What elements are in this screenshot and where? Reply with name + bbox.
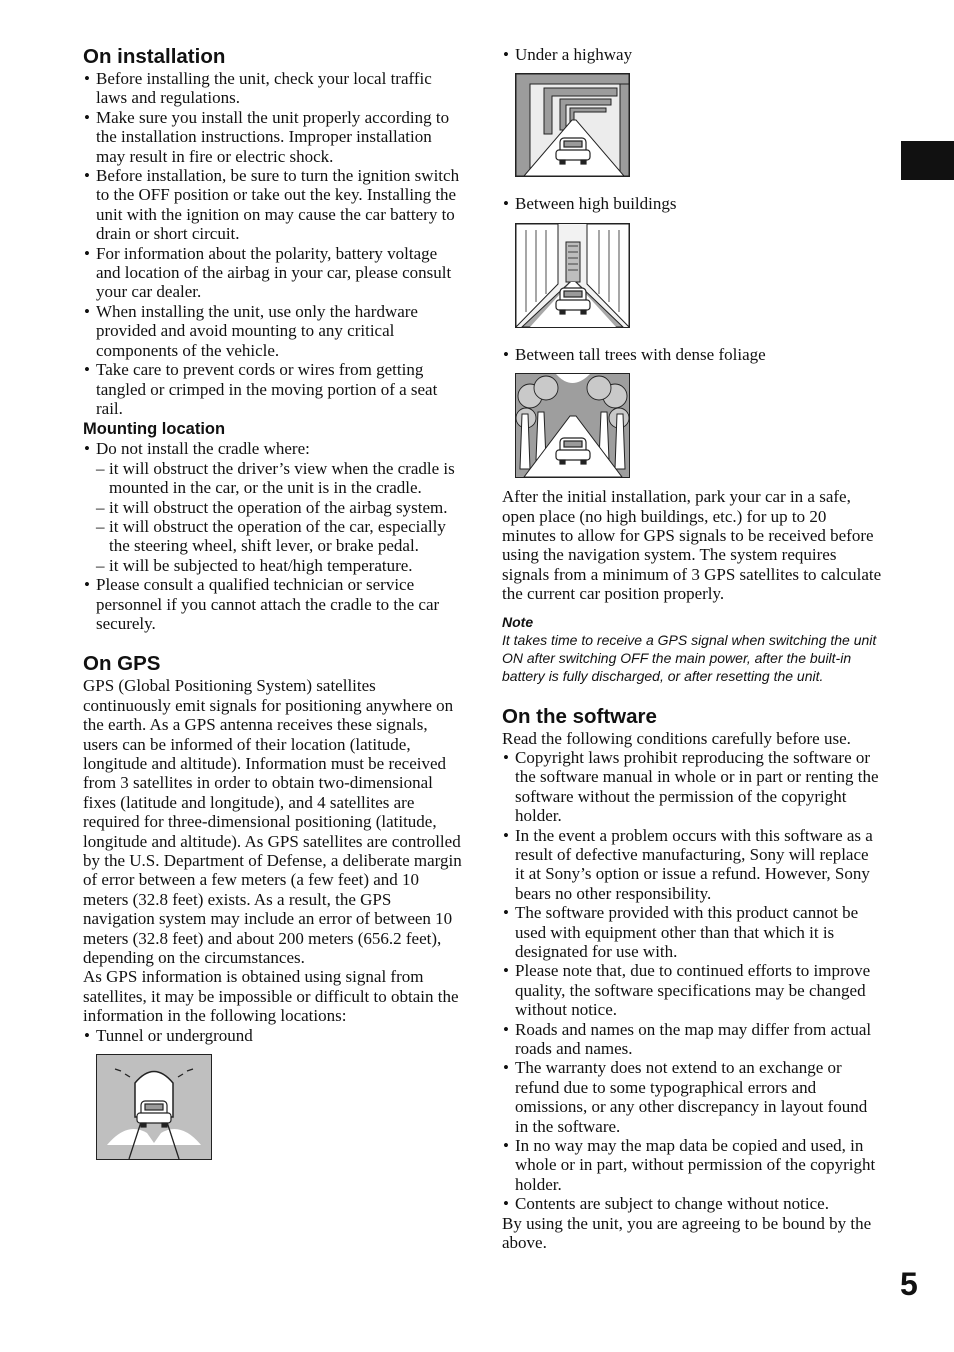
installation-list bbox=[83, 69, 463, 418]
list-item: • Contents are subject to change without notice. bbox=[502, 1194, 882, 1213]
software-intro: Read the following conditions carefully before use. bbox=[502, 728, 851, 748]
list-item: • Before installing the unit, check your local traffic laws and regulations. bbox=[83, 69, 463, 108]
location-list bbox=[83, 1026, 463, 1045]
after-install-paragraph: After the initial installation, park your car in a safe, open place (no high buildings, etc.) for up to 20 minutes to allow for GPS signals to be received before using the navigation system. The system requires signals from a minimum of 3 GPS satellites to calculate the current car position properly. bbox=[502, 487, 882, 604]
gps-paragraph: GPS (Global Positioning System) satellites continuously emit signals for positioning anywhere on the earth. As a GPS antenna receives these signals, users can be informed of their location (latitude, longitude and altitude). Information must be received from 3 satellites in order to obtain two-dimensional fixes (latitude and longitude), and 4 satellites are required for three-dimensional positioning (latitude, longitude and altitude). As GPS satellites are controlled by the U.S. Department of Defense, a deliberate margin of error between a few meters (a few feet) and 10 meters (32.8 feet) exists. As a result, the GPS navigation system may include an error of between 10 meters (32.8 feet) and about 200 meters (656.2 feet), depending on the circumstances. bbox=[83, 676, 462, 968]
note-text: It takes time to receive a GPS signal when switching the unit ON after switching OFF the main power, after the built-in battery is fully discharged, or after resetting the unit. bbox=[502, 631, 877, 685]
installation-heading: On installation bbox=[83, 45, 226, 68]
list-item: – it will be subjected to heat/high temperature. bbox=[83, 556, 463, 575]
gps-paragraph-2: As GPS information is obtained using signal from satellites, it may be impossible or difficult to obtain the information in the following locations: bbox=[83, 967, 459, 1026]
location-list-right-2 bbox=[502, 194, 882, 213]
page-number: 5 bbox=[900, 1266, 918, 1302]
software-closing: By using the unit, you are agreeing to be bound by the above. bbox=[502, 1213, 872, 1253]
list-item: • Tunnel or underground bbox=[83, 1026, 463, 1045]
location-list-right bbox=[502, 45, 882, 64]
list-item: • For information about the polarity, battery voltage and location of the airbag in your car, please consult your car dealer. bbox=[83, 244, 463, 302]
list-item: – it will obstruct the operation of the car, especially the steering wheel, shift lever, or brake pedal. bbox=[83, 517, 463, 556]
list-item: – it will obstruct the driver’s view when the cradle is mounted in the car, or the unit is in the cradle. bbox=[83, 459, 463, 498]
section-tab bbox=[901, 141, 954, 180]
list-item: • Take care to prevent cords or wires from getting tangled or crimped in the moving portion of a seat rail. bbox=[83, 360, 463, 418]
list-item: • Before installation, be sure to turn the ignition switch to the OFF position or take out the key. Installing the unit with the ignition on may cause the car battery to drain or short circuit. bbox=[83, 166, 463, 244]
list-item: • Between high buildings bbox=[502, 194, 882, 213]
mounting-list bbox=[83, 439, 463, 633]
trees-illustration bbox=[515, 373, 630, 478]
right-column bbox=[502, 45, 882, 1253]
gps-heading: On GPS bbox=[83, 652, 161, 676]
highway-illustration bbox=[515, 73, 630, 177]
list-item: • Under a highway bbox=[502, 45, 882, 64]
list-item: • In no way may the map data be copied and used, in whole or in part, without permission of the copyright holder. bbox=[502, 1136, 882, 1194]
list-item: • Roads and names on the map may differ from actual roads and names. bbox=[502, 1020, 882, 1059]
list-item: • When installing the unit, use only the hardware provided and avoid mounting to any critical components of the vehicle. bbox=[83, 302, 463, 360]
list-item: • In the event a problem occurs with this software as a result of defective manufacturing, Sony will replace it at Sony’s option or issue a refund. However, Sony bears no other responsibility. bbox=[502, 826, 882, 904]
list-item: • The warranty does not extend to an exchange or refund due to some typographical errors and omissions, or any other discrepancy in layout found in the software. bbox=[502, 1058, 882, 1136]
list-item: • Copyright laws prohibit reproducing the software or the software manual in whole or in part or renting the software without the permission of the copyright holder. bbox=[502, 748, 882, 826]
software-heading: On the software bbox=[502, 704, 657, 728]
mounting-heading: Mounting location bbox=[83, 420, 226, 439]
left-column bbox=[83, 45, 463, 1160]
list-item: • Do not install the cradle where: bbox=[83, 439, 463, 458]
software-list bbox=[502, 748, 882, 1214]
location-list-right-3 bbox=[502, 345, 882, 364]
note-heading: Note bbox=[502, 613, 534, 630]
list-item: – it will obstruct the operation of the airbag system. bbox=[83, 498, 463, 517]
list-item: • Please note that, due to continued efforts to improve quality, the software specifications may be changed without notice. bbox=[502, 961, 882, 1019]
list-item: • Please consult a qualified technician or service personnel if you cannot attach the cradle to the car securely. bbox=[83, 575, 463, 633]
list-item: • Make sure you install the unit properly according to the installation instructions. Improper installation may result in fire or electric shock. bbox=[83, 108, 463, 166]
buildings-illustration bbox=[515, 223, 630, 328]
list-item: • Between tall trees with dense foliage bbox=[502, 345, 882, 364]
tunnel-illustration bbox=[96, 1054, 212, 1160]
list-item: • The software provided with this product cannot be used with equipment other than that which it is designated for use with. bbox=[502, 903, 882, 961]
